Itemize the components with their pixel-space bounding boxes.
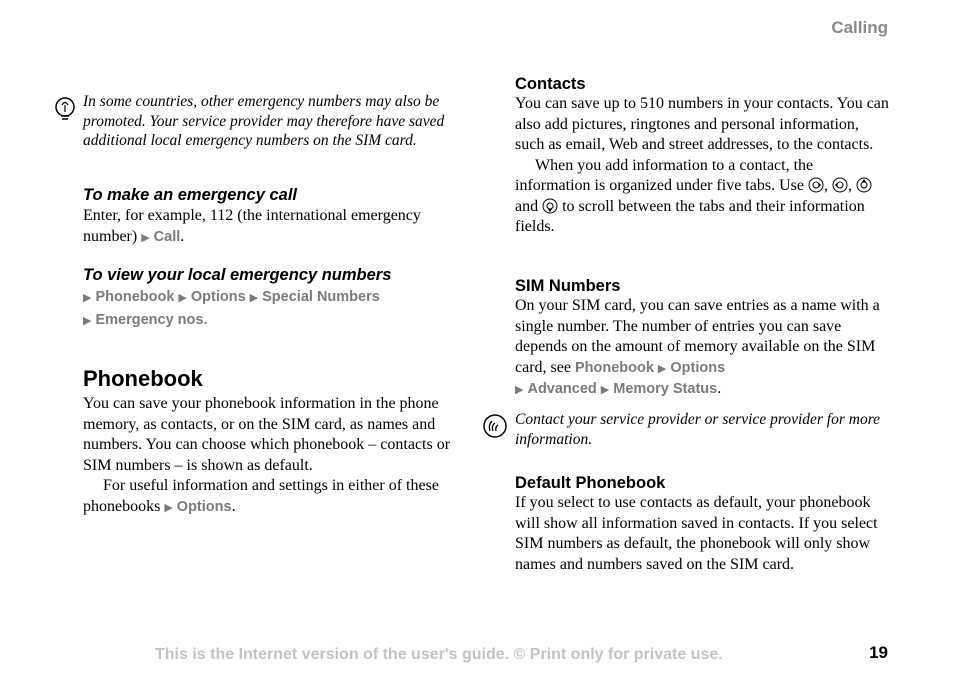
menu-call: Call (153, 228, 181, 245)
contacts-p2-b: and (515, 197, 539, 215)
menu-phonebook: Phonebook (574, 359, 654, 376)
contacts-p2-a: When you add information to a contact, the information is organized under five tabs. Use (515, 156, 814, 194)
phonebook-p2-text: For useful information and settings in either of these phonebooks (83, 477, 439, 515)
sim-p1: On your SIM card, you can save entries as a name with a single number. The number of entries you can save depends on the amount of memory available on the SIM card, see Phonebook ▶ Options ▶ Advanced ▶ Memory Status. (515, 297, 880, 397)
arrow-icon: ▶ (249, 292, 259, 304)
contacts-section (515, 74, 890, 238)
view-local-heading: To view your local emergency numbers (83, 266, 392, 284)
nav-down-icon (542, 198, 558, 214)
arrow-icon: ▶ (178, 292, 187, 304)
menu-phonebook: Phonebook (95, 289, 175, 305)
phonebook-p1: You can save your phonebook information in the phone memory, as contacts, or on the SIM card, as names and numbers. You can choose which phonebook – contacts or SIM numbers – is shown as default. (83, 395, 451, 474)
make-call-body: Enter, for example, 112 (the international emergency number) (83, 207, 421, 245)
make-call-text: Enter, for example, 112 (the international emergency number) ▶ Call. (83, 207, 421, 245)
section-header: Calling (831, 18, 888, 37)
nav-right-icon (808, 177, 824, 193)
contacts-p2-c: to scroll between the tabs and their information fields. (515, 197, 865, 235)
arrow-icon: ▶ (164, 501, 173, 514)
nav-up-icon (856, 177, 872, 193)
menu-options: Options (176, 498, 232, 515)
arrow-icon: ▶ (83, 315, 92, 327)
provider-note: Contact your service provider or service provider for more information. (515, 411, 881, 448)
arrow-icon: ▶ (515, 384, 524, 396)
make-call-section (83, 186, 455, 248)
contacts-heading: Contacts (515, 75, 586, 93)
sim-heading: SIM Numbers (515, 277, 621, 295)
view-local-path (83, 286, 455, 332)
tip-icon (52, 96, 78, 122)
phonebook-p2: For useful information and settings in either of these phonebooks ▶ Options. (83, 477, 439, 515)
footer-disclaimer: This is the Internet version of the user's guide. © Print only for private use. (155, 646, 723, 663)
menu-options: Options (190, 289, 246, 305)
sim-p1-text: On your SIM card, you can save entries as a name with a single number. The number of entries you can save depends on the amount of memory available on the SIM card, see (515, 297, 880, 376)
view-local-section (83, 266, 455, 332)
arrow-icon: ▶ (141, 231, 150, 244)
arrow-icon: ▶ (600, 384, 610, 396)
menu-special-numbers: Special Numbers (262, 289, 380, 305)
arrow-icon: ▶ (657, 362, 667, 375)
contacts-p2: When you add information to a contact, the information is organized under five tabs. Use , , and to scroll between the tabs and their information fields. (515, 156, 890, 238)
menu-memory-status: Memory Status (613, 381, 718, 397)
make-call-heading: To make an emergency call (83, 186, 297, 204)
operator-icon (482, 413, 508, 439)
default-phonebook-p1: If you select to use contacts as default, your phonebook will show all information saved in contacts. If you select SIM numbers as default, the phonebook will only show names and numbers saved on the SIM card. (515, 494, 878, 573)
default-phonebook-heading: Default Phonebook (515, 474, 666, 492)
phonebook-section (83, 366, 455, 518)
menu-advanced: Advanced (527, 381, 597, 397)
page-number: 19 (869, 643, 888, 662)
nav-left-icon (832, 177, 848, 193)
menu-emergency-nos: Emergency nos. (95, 312, 208, 328)
arrow-icon: ▶ (83, 292, 92, 304)
emergency-note: In some countries, other emergency numbers may also be promoted. Your service provider may therefore have saved additional local emergency numbers on the SIM card. (83, 93, 445, 149)
contacts-p1: You can save up to 510 numbers in your contacts. You can also add pictures, ringtones and personal information, such as email, Web and street addresses, to the contacts. (515, 95, 889, 153)
sim-section (515, 276, 890, 401)
default-phonebook-section (515, 473, 890, 575)
menu-options: Options (670, 359, 726, 376)
phonebook-heading: Phonebook (83, 366, 203, 391)
